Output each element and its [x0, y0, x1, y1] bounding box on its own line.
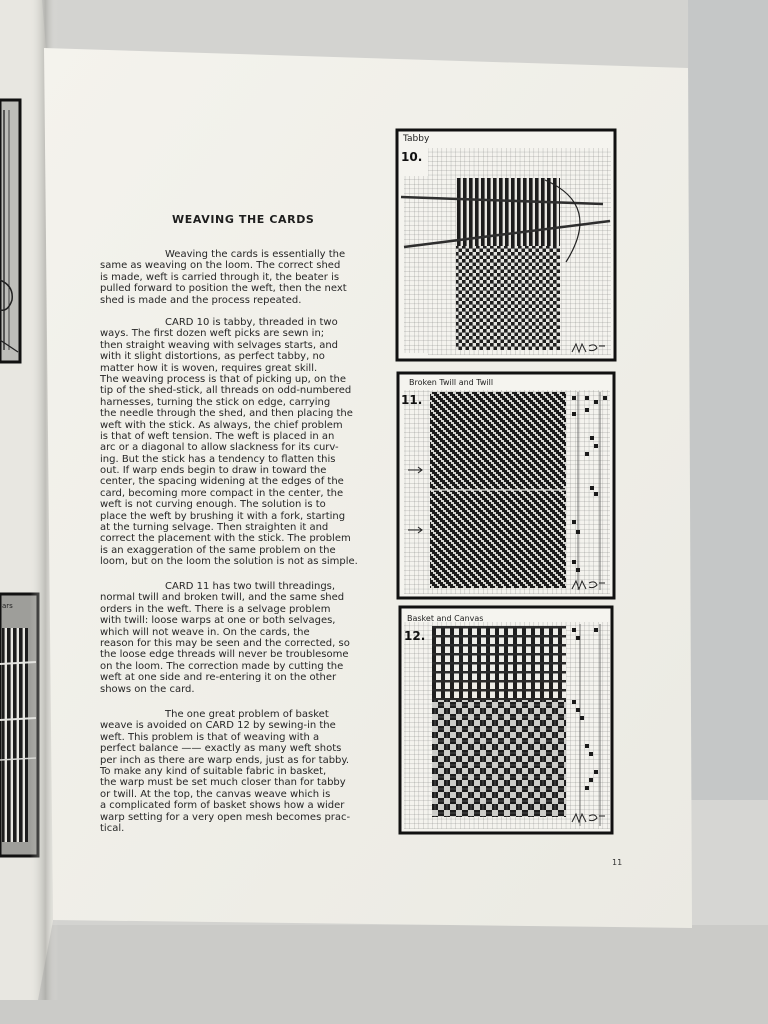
facing-page-figure-label: ars	[2, 602, 13, 610]
body-text-line: place the weft by brushing it with a fork, starting	[100, 510, 346, 522]
body-text-line: is an exaggeration of the same problem on the	[100, 544, 336, 556]
body-text-line: ways. The first dozen weft picks are sewn in;	[100, 328, 325, 340]
body-text-line: Weaving the cards is essentially the	[165, 249, 346, 260]
body-text-line: out. If warp ends begin to draw in toward the	[100, 465, 327, 477]
body-text-line: tip of the shed-stick, all threads on odd-numbered	[100, 385, 352, 397]
section-heading: WEAVING THE CARDS	[172, 213, 315, 226]
body-text-line: the loose edge threads will never be troublesome	[100, 649, 349, 661]
body-text-line: tical.	[100, 822, 125, 834]
paragraph-3	[100, 581, 350, 695]
body-text-line: which will not weave in. On the cards, the	[100, 626, 310, 638]
body-text-line: weft is not curving enough. The solution is to	[100, 499, 326, 511]
warp-threads	[456, 178, 560, 246]
body-text-line: loom, but on the loom the solution is not as simple.	[100, 556, 358, 568]
figure-tabby	[397, 130, 615, 360]
body-text-line: weft with the stick. As always, the chief problem	[100, 419, 343, 431]
figure-number: 11.	[401, 393, 423, 407]
paragraph-4	[100, 709, 350, 834]
background-bottom	[0, 925, 768, 1024]
body-text-line: is that of weft tension. The weft is placed in an	[100, 430, 335, 442]
body-text-line: To make any kind of suitable fabric in basket,	[100, 765, 327, 777]
body-text-line: normal twill and broken twill, and the same shed	[100, 592, 345, 604]
facing-page-figure-top	[0, 100, 20, 362]
paragraph-1	[100, 249, 347, 306]
figure-basket	[400, 607, 612, 833]
page-number: 11	[612, 858, 623, 867]
body-text-line: is made, weft is carried through it, the beater is	[100, 271, 340, 283]
body-text-line: correct the placement with the stick. The problem	[100, 533, 351, 545]
basket-weave	[432, 700, 566, 817]
graph-paper	[404, 176, 428, 353]
body-text-line: CARD 11 has two twill threadings,	[165, 581, 336, 592]
figure-twill	[398, 373, 614, 598]
figure-title: Broken Twill and Twill	[409, 378, 494, 387]
background-right	[688, 0, 768, 800]
background-lower-right	[690, 800, 768, 930]
body-text-line: shed is made and the process repeated.	[100, 294, 302, 306]
body-text-line: the warp must be set much closer than for tabby	[100, 777, 346, 789]
body-text-line: warp setting for a very open mesh becomes prac-	[100, 811, 351, 823]
body-text-line: The weaving process is that of picking up, on the	[100, 373, 347, 385]
figure-title: Tabby	[403, 134, 430, 144]
body-text-line: orders in the weft. There is a selvage problem	[100, 603, 331, 615]
figure-title: Basket and Canvas	[407, 614, 484, 623]
body-text-line: per inch as there are warp ends, just as for tabby.	[100, 754, 350, 766]
body-text-line: same as weaving on the loom. The correct shed	[100, 260, 341, 272]
body-text-line: on the loom. The correction made by cutting the	[100, 660, 344, 672]
body-text-line: weave is avoided on CARD 12 by sewing-in the	[100, 720, 336, 732]
body-text-line: shows on the card.	[100, 683, 195, 695]
body-text-line: a complicated form of basket shows how a wider	[100, 800, 345, 812]
figure-number: 10.	[401, 150, 423, 164]
canvas-weave	[432, 626, 566, 700]
body-text-line: with it slight distortions, as perfect tabby, no	[100, 351, 325, 363]
body-text-line: the needle through the shed, and then placing the	[100, 408, 353, 420]
body-text-line: perfect balance —— exactly as many weft shots	[100, 743, 342, 755]
body-text-line: weft. This problem is that of weaving with a	[100, 731, 320, 743]
figure-number: 12.	[404, 629, 426, 643]
body-text-line: with twill: loose warps at one or both selvages,	[100, 615, 336, 627]
body-text-line: pulled forward to position the weft, then the next	[100, 283, 347, 295]
body-text-line: at the turning selvage. Then straighten it and	[100, 522, 329, 534]
body-text-line: arc or a diagonal to allow slackness for its curv-	[100, 442, 339, 454]
body-text-line: reason for this may be seen and the corrected, so	[100, 637, 350, 649]
paragraph-2	[100, 317, 358, 568]
body-text-line: The one great problem of basket	[165, 709, 329, 720]
body-text-line: harnesses, turning the stick on edge, carrying	[100, 396, 331, 408]
body-text-line: card, becoming more compact in the center, the	[100, 487, 344, 499]
tabby-weave	[456, 246, 560, 350]
body-text-line: weft at one side and re-entering it on the other	[100, 672, 337, 684]
body-text-line: or twill. At the top, the canvas weave which is	[100, 788, 331, 800]
body-text-line: center, the spacing widening at the edges of the	[100, 476, 344, 488]
body-text-line: then straight weaving with selvages starts, and	[100, 339, 339, 351]
body-text-line: CARD 10 is tabby, threaded in two	[165, 317, 338, 328]
body-text-line: ing. But the stick has a tendency to flatten this	[100, 453, 336, 465]
body-text-line: matter how it is woven, requires great skill.	[100, 362, 318, 374]
